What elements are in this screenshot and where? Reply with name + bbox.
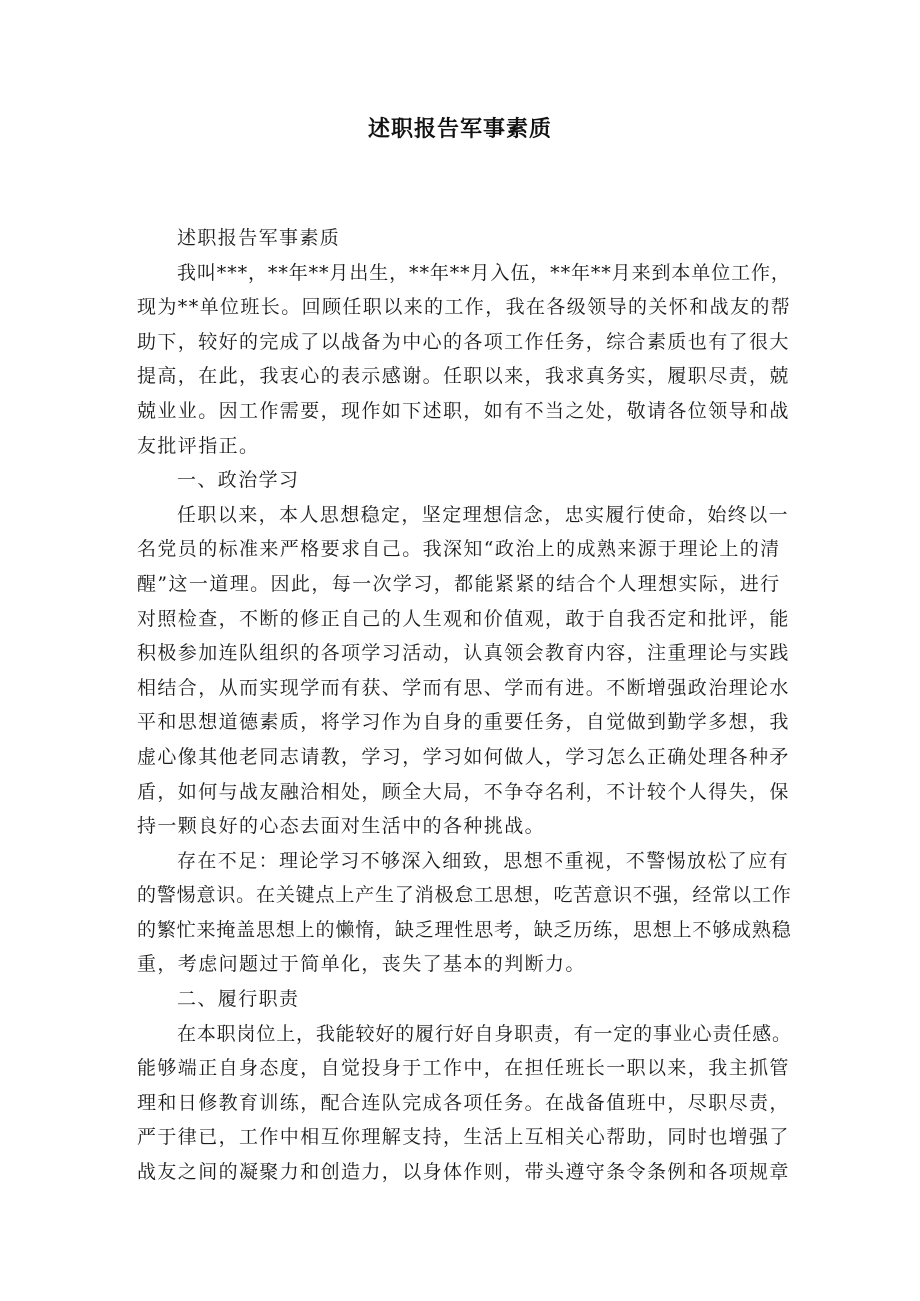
text-line: 醒”这一道理。因此，每一次学习，都能紧紧的结合个人理想实际，进行 [137, 572, 781, 595]
text-line: 相结合，从而实现学而有获、学而有思、学而有进。不断增强政治理论水 [137, 676, 790, 699]
text-line: 在本职岗位上，我能较好的履行好自身职责，有一定的事业心责任感。 [177, 1022, 792, 1045]
text-line: 名党员的标准来严格要求自己。我深知“政治上的成熟来源于理论上的清 [137, 538, 781, 561]
text-line: 存在不足：理论学习不够深入细致，思想不重视，不警惕放松了应有 [177, 849, 790, 872]
text-line: 兢业业。因工作需要，现作如下述职，如有不当之处，敬请各位领导和战 [137, 399, 790, 422]
text-line: 任职以来，本人思想稳定，坚定理想信念，忠实履行使命，始终以一 [177, 503, 790, 526]
text-line: 虚心像其他老同志请教，学习，学习如何做人，学习怎么正确处理各种矛 [137, 745, 790, 768]
text-line: 提高，在此，我衷心的表示感谢。任职以来，我求真务实，履职尽责，兢 [137, 365, 790, 388]
text-line: 助下，较好的完成了以战备为中心的各项工作任务，综合素质也有了很大 [137, 330, 790, 353]
text-line: 盾，如何与战友融洽相处，顾全大局，不争夺名利，不计较个人得失，保 [137, 780, 790, 803]
text-line: 平和思想道德素质，将学习作为自身的重要任务，自觉做到勤学多想，我 [137, 711, 790, 734]
text-line: 战友之间的凝聚力和创造力，以身体作则，带头遵守条令条例和各项规章 [137, 1161, 790, 1184]
text-line: 友批评指正。 [137, 434, 260, 457]
text-line: 能够端正自身态度，自觉投身于工作中，在担任班长一职以来，我主抓管 [137, 1057, 790, 1080]
text-line: 对照检查，不断的修正自己的人生观和价值观，敢于自我否定和批评，能 [137, 607, 790, 630]
text-line: 持一颗良好的心态去面对生活中的各种挑战。 [137, 815, 546, 838]
document-body [137, 221, 793, 1190]
text-line: 我叫***，**年**月出生，**年**月入伍，**年**月来到本单位工作， [177, 261, 791, 284]
text-line: 严于律已，工作中相互你理解支持，生活上互相关心帮助，同时也增强了 [137, 1126, 790, 1149]
text-line: 二、履行职责 [177, 988, 300, 1011]
text-line: 理和日修教育训练，配合连队完成各项任务。在战备值班中，尽职尽责， [137, 1091, 790, 1114]
text-line: 述职报告军事素质 [177, 227, 341, 249]
text-line: 积极参加连队组织的各项学习活动，认真领会教育内容，注重理论与实践 [137, 642, 790, 665]
text-line: 一、政治学习 [177, 469, 300, 492]
text-line: 现为**单位班长。回顾任职以来的工作，我在各级领导的关怀和战友的帮 [137, 296, 792, 319]
document-title: 述职报告军事素质 [367, 117, 552, 142]
text-line: 的繁忙来掩盖思想上的懒惰，缺乏理性思考，缺乏历练，思想上不够成熟稳 [137, 918, 792, 941]
text-line: 重，考虑问题过于简单化，丧失了基本的判断力。 [137, 953, 586, 976]
text-line: 的警惕意识。在关键点上产生了消极怠工思想，吃苦意识不强，经常以工作 [137, 884, 792, 907]
